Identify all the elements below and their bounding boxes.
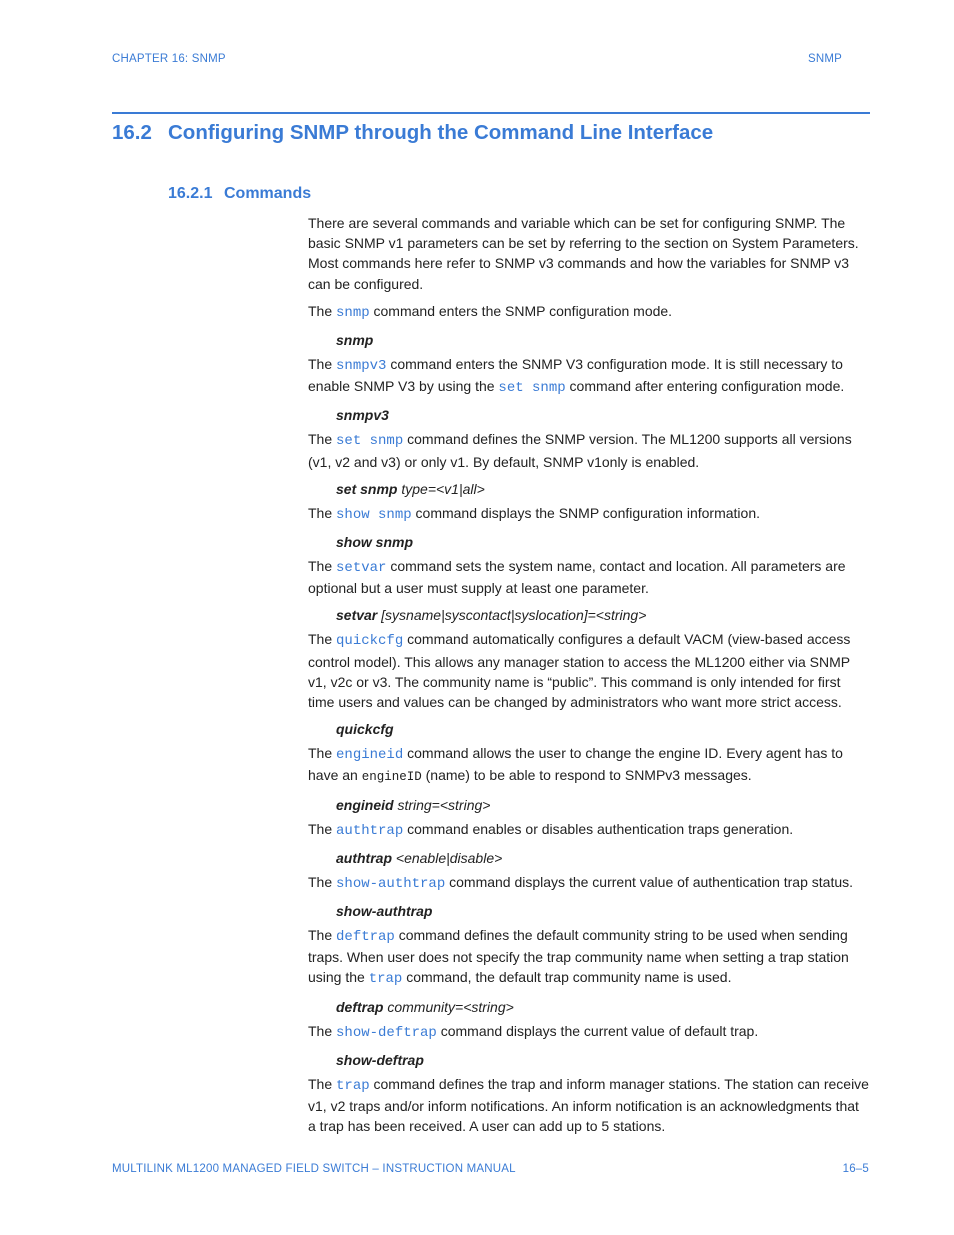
- snmpv3-command: snmpv3: [336, 358, 387, 375]
- snmp-paragraph: The snmp command enters the SNMP configuration mode.: [308, 302, 673, 321]
- running-header-section: SNMP: [807, 53, 842, 65]
- snmpv3-syntax: snmpv3: [336, 407, 389, 424]
- intro-paragraph: There are several commands and variable which can be set for configuring SNMP. The basic SNMP v1 parameters can be set by referring to the section on System Parameters. Most commands here refer to SNMP v3 commands and how the variables for SNMP v3 can be configured.: [308, 215, 859, 292]
- quickcfg-command: quickcfg: [336, 633, 404, 650]
- show-deftrap-command: show-deftrap: [336, 1024, 437, 1041]
- body-text: [308, 213, 870, 1143]
- show-authtrap-syntax: show-authtrap: [336, 903, 433, 920]
- snmpv3-paragraph: The snmpv3 command enters the SNMP V3 configuration mode. It is still necessary to enable SNMP V3 by using the set snmp command after entering configuration mode.: [308, 356, 845, 397]
- subsection-title: Commands: [224, 185, 312, 202]
- engineid-term: engineID: [361, 770, 422, 785]
- authtrap-syntax: authtrap <enable|disable>: [336, 849, 503, 866]
- setvar-command: setvar: [336, 560, 387, 577]
- deftrap-paragraph: The deftrap command defines the default community string to be used when sending traps. When user does not specify the trap community name when setting a trap station using the trap command, the default trap community name is used.: [308, 927, 849, 988]
- setvar-syntax: setvar [sysname|syscontact|syslocation]=<string>: [336, 607, 647, 624]
- show-deftrap-syntax: show-deftrap: [336, 1051, 424, 1068]
- snmp-command: snmp: [336, 304, 370, 321]
- engineid-paragraph: The engineid command allows the user to change the engine ID. Every agent has to have an engineID (name) to be able to respond to SNMPv3 messages.: [308, 745, 843, 785]
- engineid-command: engineid: [336, 747, 404, 764]
- deftrap-syntax: deftrap community=<string>: [336, 998, 514, 1015]
- section-heading: [112, 121, 713, 145]
- show-snmp-syntax: show snmp: [336, 534, 414, 551]
- section-title: Configuring SNMP through the Command Line Interface: [168, 121, 714, 144]
- running-header-chapter: CHAPTER 16: SNMP: [112, 53, 226, 65]
- set-snmp-command-ref: set snmp: [498, 380, 566, 397]
- trap-paragraph: The trap command defines the trap and inform manager stations. The station can receive v1, v2 traps and/or inform notifications. An inform notification is an acknowledgments that a trap has been received. A user can add up to 5 stations.: [308, 1075, 869, 1135]
- set-snmp-syntax: set snmp type=<v1|all>: [336, 480, 485, 497]
- setvar-paragraph: The setvar command sets the system name, contact and location. All parameters are optional but a user must supply at least one parameter.: [308, 558, 846, 597]
- engineid-syntax: engineid string=<string>: [336, 796, 491, 813]
- section-number: 16.2: [112, 121, 152, 144]
- authtrap-command: authtrap: [336, 822, 404, 839]
- show-authtrap-command: show-authtrap: [336, 875, 446, 892]
- deftrap-command: deftrap: [336, 929, 395, 946]
- show-snmp-paragraph: The show snmp command displays the SNMP configuration information.: [308, 504, 760, 523]
- quickcfg-paragraph: The quickcfg command automatically configures a default VACM (view-based access control model). This allows any manager station to access the ML1200 either via SNMP v1, v2c or v3. The community name is “public”. This command is only intended for first time users and values can be changed by administrators who want more strict access.: [308, 631, 851, 711]
- snmp-syntax: snmp: [336, 332, 374, 349]
- show-authtrap-paragraph: The show-authtrap command displays the current value of authentication trap status.: [308, 873, 854, 892]
- running-footer-title: MULTILINK ML1200 MANAGED FIELD SWITCH – INSTRUCTION MANUAL: [112, 1163, 516, 1175]
- set-snmp-command: set snmp: [336, 433, 404, 450]
- show-snmp-command: show snmp: [336, 506, 412, 523]
- authtrap-paragraph: The authtrap command enables or disables authentication traps generation.: [308, 820, 794, 839]
- subsection-number: 16.2.1: [168, 185, 213, 202]
- trap-command-ref: trap: [368, 971, 403, 988]
- subsection-heading: [168, 185, 311, 203]
- page-number: 16–5: [842, 1163, 869, 1175]
- trap-command: trap: [336, 1077, 370, 1094]
- show-deftrap-paragraph: The show-deftrap command displays the current value of default trap.: [308, 1022, 759, 1041]
- quickcfg-syntax: quickcfg: [336, 721, 394, 738]
- section-divider: [112, 112, 870, 114]
- set-snmp-paragraph: The set snmp command defines the SNMP version. The ML1200 supports all versions (v1, v2 and v3) or only v1. By default, SNMP v1only is enabled.: [308, 431, 852, 470]
